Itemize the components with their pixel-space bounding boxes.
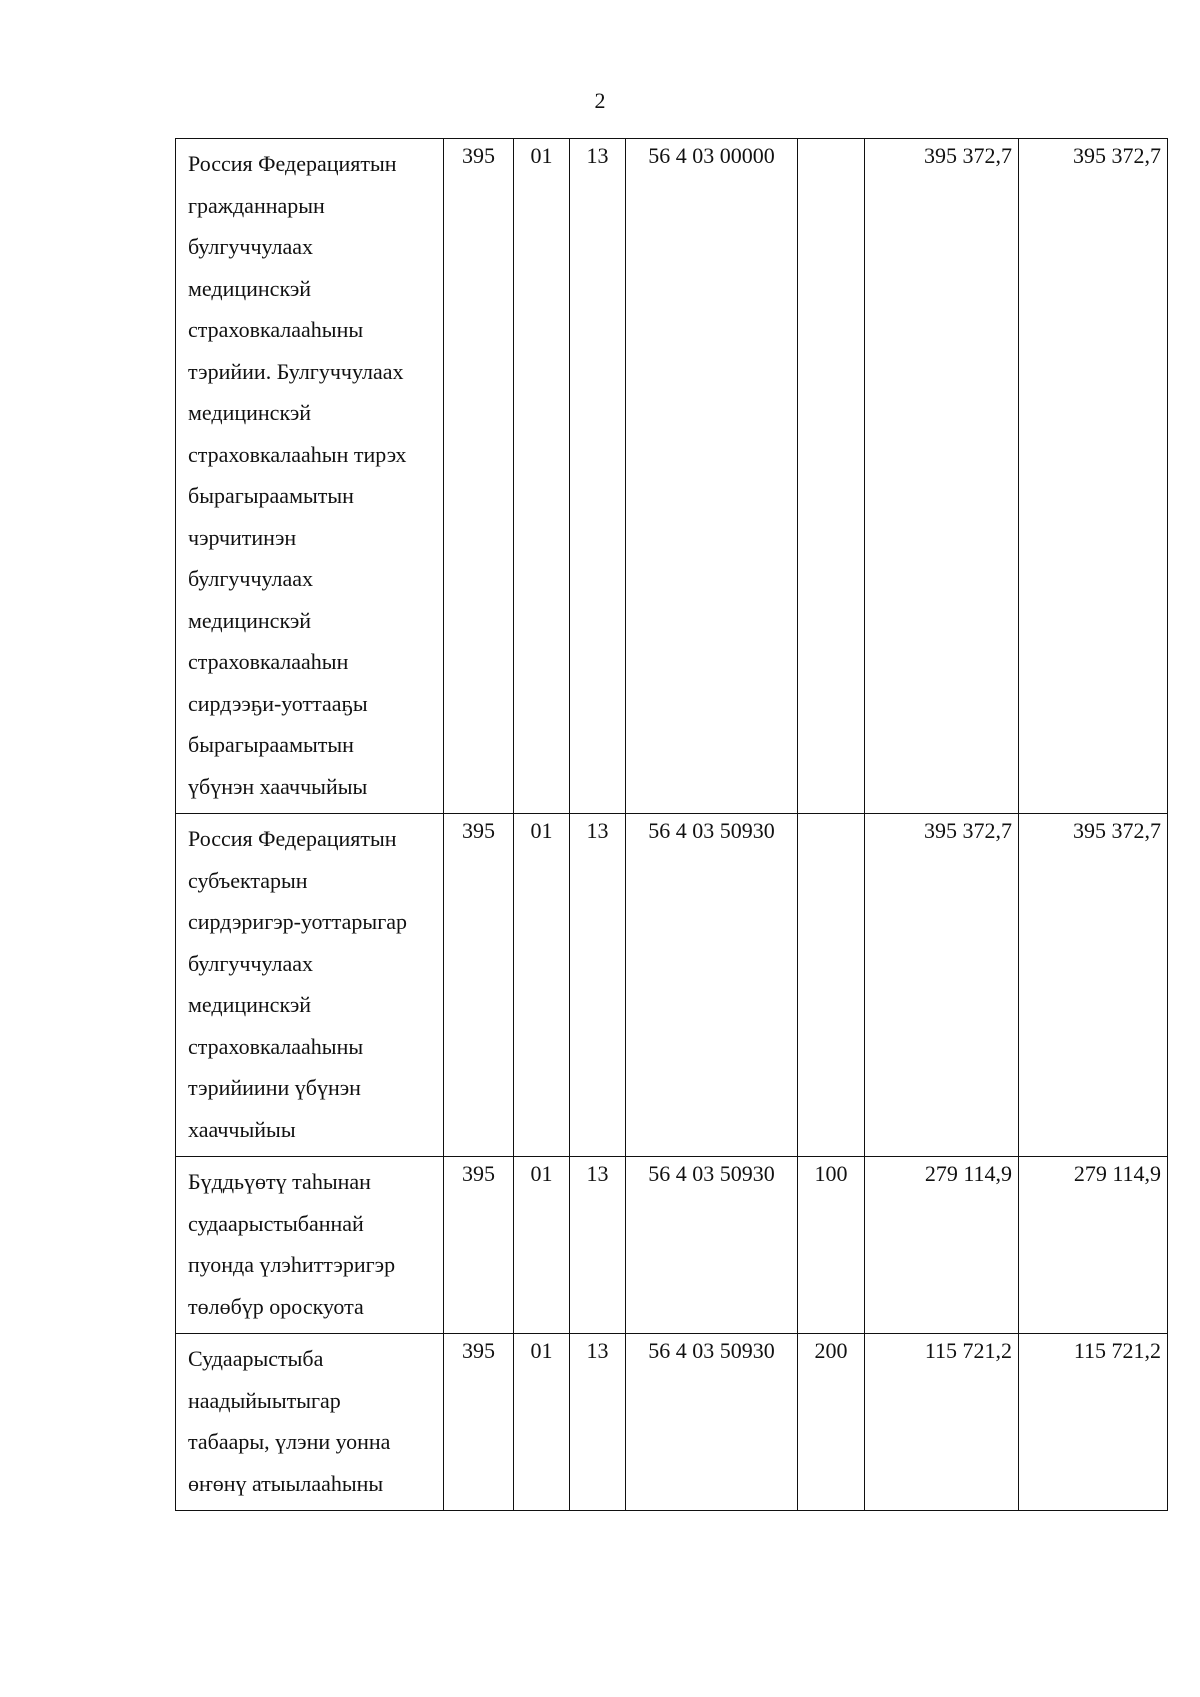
row-name-line: медицинскэй bbox=[188, 992, 312, 1017]
subsection-code-cell: 13 bbox=[570, 1157, 626, 1334]
expense-type-cell: 200 bbox=[798, 1334, 865, 1511]
target-article-cell: 56 4 03 50930 bbox=[626, 1157, 798, 1334]
row-name-line: Россия Федерациятын bbox=[188, 151, 397, 176]
expense-type-cell bbox=[798, 139, 865, 814]
section-code-cell: 01 bbox=[514, 1334, 570, 1511]
row-name-line: сирдээҕи-уоттааҕы bbox=[188, 690, 368, 716]
row-name-line: страховкалааһын bbox=[188, 649, 349, 674]
row-name-line: бырагыраамытын bbox=[188, 732, 354, 757]
amount-cell: 115 721,2 bbox=[1019, 1334, 1168, 1511]
row-name-line: медицинскэй bbox=[188, 400, 312, 425]
row-name-line: тэрийиини үбүнэн bbox=[188, 1075, 361, 1100]
target-article-cell: 56 4 03 00000 bbox=[626, 139, 798, 814]
ministry-code-cell: 395 bbox=[444, 139, 514, 814]
row-name-line: страховкалааһыны bbox=[188, 1033, 364, 1059]
target-article-cell: 56 4 03 50930 bbox=[626, 814, 798, 1157]
expense-type-cell: 100 bbox=[798, 1157, 865, 1334]
subsection-code-cell: 13 bbox=[570, 139, 626, 814]
row-name-line: үбүнэн хааччыйыы bbox=[188, 773, 368, 799]
ministry-code-cell: 395 bbox=[444, 1334, 514, 1511]
ministry-code-cell: 395 bbox=[444, 814, 514, 1157]
row-name-line: булгуччулаах bbox=[188, 566, 314, 591]
row-name-line: медицинскэй bbox=[188, 607, 312, 633]
row-name-line: чэрчитинэн bbox=[188, 524, 297, 550]
row-name-cell bbox=[176, 1334, 444, 1511]
row-name-line: Бүддьүөтү таһынан bbox=[188, 1169, 371, 1194]
row-name-line: тэрийии. Булгуччулаах bbox=[188, 358, 404, 384]
table-row bbox=[176, 1157, 1168, 1334]
row-name-line: булгуччулаах bbox=[188, 234, 314, 259]
subsection-code-cell: 13 bbox=[570, 814, 626, 1157]
row-name-line: наадыйыытыгар bbox=[188, 1387, 341, 1413]
amount-cell: 279 114,9 bbox=[1019, 1157, 1168, 1334]
row-name-line: Россия Федерациятын bbox=[188, 826, 397, 851]
row-name-line: сирдэригэр-уоттарыгар bbox=[188, 909, 407, 934]
subsection-code-cell: 13 bbox=[570, 1334, 626, 1511]
row-name-line: страховкалааһын тирэх bbox=[188, 441, 407, 467]
table-row bbox=[176, 814, 1168, 1157]
table-row bbox=[176, 1334, 1168, 1511]
row-name-line: булгуччулаах bbox=[188, 950, 314, 976]
row-name-line: бырагыраамытын bbox=[188, 483, 354, 508]
row-name-line: медицинскэй bbox=[188, 275, 312, 301]
section-code-cell: 01 bbox=[514, 1157, 570, 1334]
table-body bbox=[176, 139, 1168, 1511]
amount-cell: 395 372,7 bbox=[1019, 139, 1168, 814]
amount-cell: 115 721,2 bbox=[865, 1334, 1019, 1511]
page-number: 2 bbox=[594, 88, 606, 113]
target-article-cell: 56 4 03 50930 bbox=[626, 1334, 798, 1511]
section-code-cell: 01 bbox=[514, 139, 570, 814]
budget-table bbox=[175, 138, 1168, 1511]
row-name-cell bbox=[176, 139, 444, 814]
row-name-line: страховкалааһыны bbox=[188, 317, 364, 342]
row-name-line: хааччыйыы bbox=[188, 1116, 296, 1142]
expense-type-cell bbox=[798, 814, 865, 1157]
row-name-line: табаары, үлэни уонна bbox=[188, 1429, 391, 1454]
ministry-code-cell: 395 bbox=[444, 1157, 514, 1334]
row-name-line: төлөбүр ороскуота bbox=[188, 1293, 364, 1319]
row-name-line: пуонда үлэһиттэригэр bbox=[188, 1252, 396, 1277]
section-code-cell: 01 bbox=[514, 814, 570, 1157]
amount-cell: 279 114,9 bbox=[865, 1157, 1019, 1334]
amount-cell: 395 372,7 bbox=[865, 139, 1019, 814]
table-row bbox=[176, 139, 1168, 814]
amount-cell: 395 372,7 bbox=[1019, 814, 1168, 1157]
row-name-line: Судаарыстыба bbox=[188, 1346, 324, 1371]
amount-cell: 395 372,7 bbox=[865, 814, 1019, 1157]
row-name-line: гражданнарын bbox=[188, 192, 325, 218]
row-name-line: өҥөнү атыылааһыны bbox=[188, 1470, 384, 1496]
row-name-cell bbox=[176, 1157, 444, 1334]
row-name-line: судаарыстыбаннай bbox=[188, 1210, 364, 1236]
row-name-line: субъектарын bbox=[188, 867, 308, 893]
row-name-cell bbox=[176, 814, 444, 1157]
